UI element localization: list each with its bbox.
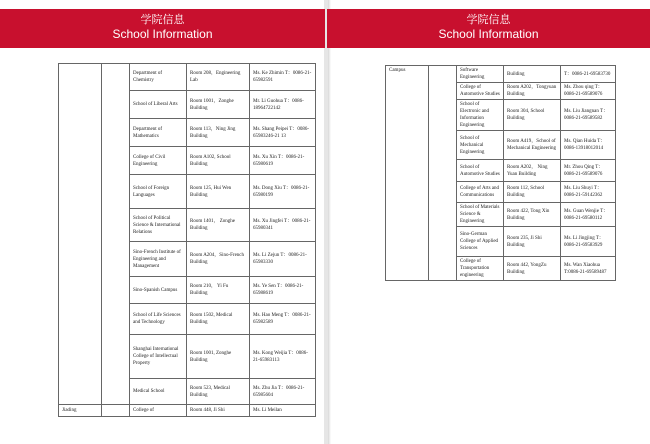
room-cell: Room 523, Medical Building [187, 379, 250, 405]
room-cell: Room 112, School Building [504, 182, 561, 203]
school-name-cell: Department of Mathematics [130, 119, 187, 147]
school-name-cell: School of Mechanical Engineering [457, 131, 504, 160]
school-name-cell: School of Foreign Languages [130, 175, 187, 209]
room-cell: Room 442, YongZu Building [504, 257, 561, 281]
campus-sub-cell [102, 405, 130, 417]
room-cell: Room 235, Ji Shi Building [504, 227, 561, 257]
room-cell: Room 422, Tong Xin Building [504, 203, 561, 227]
contact-cell: Ms. Dong Xiu T：0086-21-65980199 [250, 175, 316, 209]
campus-sub-cell [102, 64, 130, 405]
contact-cell: Ms. Li Zejun T：0086-21-65983330 [250, 242, 316, 277]
contact-cell: Ms. Ye Sen T：0086-21-65988619 [250, 277, 316, 304]
school-name-cell: College of Automotive Studies [457, 83, 504, 100]
school-name-cell: School of Electronic and Information Engineering [457, 100, 504, 131]
school-info-table-left [58, 63, 316, 417]
school-info-table-right [385, 65, 616, 281]
room-cell: Room A204，Sino-French Building [187, 242, 250, 277]
school-name-cell: Software Engineering [457, 66, 504, 83]
header-title-cn: 学院信息 [466, 14, 511, 26]
table-row [59, 405, 316, 417]
contact-cell: Ms. Li Jingjing T：0086-21-69583929 [561, 227, 616, 257]
school-name-cell: School of Liberal Arts [130, 91, 187, 119]
room-cell: Room 1502, Medical Building [187, 304, 250, 335]
school-name-cell: School of Materials Science & Engineering [457, 203, 504, 227]
room-cell: Room 125, Hui Wen Building [187, 175, 250, 209]
contact-cell: Mr. Li Guohua T：0086-18964722142 [250, 91, 316, 119]
room-cell: Room 1401， Zonghe Building [187, 209, 250, 242]
room-cell: Room A419，School of Mechanical Engineering [504, 131, 561, 160]
room-cell: Room 448, Ji Shi [187, 405, 250, 417]
room-cell: Building [504, 66, 561, 83]
campus-cell: Jiading [59, 405, 102, 417]
contact-cell: Mr. Zhou Qing T：0086-21-69589076 [561, 160, 616, 182]
campus-cell [59, 64, 102, 405]
school-name-cell: Shanghai International College of Intellectual Property [130, 335, 187, 379]
room-cell: Room 208，Engineering Lab [187, 64, 250, 91]
contact-cell: Ms. Ke Zhimin T：0086-21-65982591 [250, 64, 316, 91]
contact-cell: Ms. Zhou qing T：0086-21-69589076 [561, 83, 616, 100]
contact-cell: Ms. Zhu Jia T：0086-21-65985604 [250, 379, 316, 405]
header-title-cn: 学院信息 [140, 14, 185, 26]
contact-cell: Ms. Liu Shuyi T：0086-21-59142362 [561, 182, 616, 203]
school-name-cell: College of [130, 405, 187, 417]
school-name-cell: College of Transportation engineering [457, 257, 504, 281]
contact-cell: Ms. Liu Jiangnan T：0086-21-69589582 [561, 100, 616, 131]
school-name-cell: Sino-German College of Applied Sciences [457, 227, 504, 257]
campus-cell: Campus [386, 66, 429, 281]
school-name-cell: Sino-French Institute of Engineering and Management [130, 242, 187, 277]
room-cell: Room A202， Ning Yuan Building [504, 160, 561, 182]
campus-sub-cell [429, 66, 457, 281]
school-name-cell: Department of Chemistry [130, 64, 187, 91]
room-cell: Room 113，Ning Jing Building [187, 119, 250, 147]
school-name-cell: College of Civil Engineering [130, 147, 187, 175]
room-cell: Room A202，Tongyuan Building [504, 83, 561, 100]
school-name-cell: College of Arts and Communications [457, 182, 504, 203]
room-cell: Room 210， Yi Fu Building [187, 277, 250, 304]
header-banner-left [0, 9, 325, 48]
room-cell: Room A102, School Building [187, 147, 250, 175]
contact-cell: Ms. Kong Weijia T：0086-21-65983113 [250, 335, 316, 379]
contact-cell: Ms. Shang Peipei T：0086-65983246-21 13 [250, 119, 316, 147]
header-banner-right [327, 9, 650, 48]
contact-cell: Ms. Li Meilan [250, 405, 316, 417]
table-row [386, 66, 616, 83]
header-title-en: School Information [438, 27, 539, 41]
room-cell: Room 1001，Zonghe Building [187, 91, 250, 119]
contact-cell: Ms. Hao Meng T：0086-21-65982589 [250, 304, 316, 335]
page-shadow [328, 0, 331, 444]
room-cell: Room 304, School Building [504, 100, 561, 131]
school-name-cell: Sino-Spanish Campus [130, 277, 187, 304]
school-name-cell: School of Automotive Studies [457, 160, 504, 182]
header-title-en: School Information [112, 27, 213, 41]
contact-cell: T：0086-21-69583730 [561, 66, 616, 83]
school-name-cell: School of Life Sciences and Technology [130, 304, 187, 335]
table-row [59, 64, 316, 91]
contact-cell: Ms. Guan Wenjie T：0086-21-69580112 [561, 203, 616, 227]
contact-cell: Ms. Xu Jingfei T：0086-21-65980341 [250, 209, 316, 242]
contact-cell: Ms. Qian Huida T：0086-13918012014 [561, 131, 616, 160]
contact-cell: Ms. Xu Xin T：0086-21-65980619 [250, 147, 316, 175]
contact-cell: Ms. Wan Xiaohua T:0086-21-69589487 [561, 257, 616, 281]
school-name-cell: Medical School [130, 379, 187, 405]
school-name-cell: School of Political Science & International Relations [130, 209, 187, 242]
room-cell: Room 1001, Zonghe Building [187, 335, 250, 379]
